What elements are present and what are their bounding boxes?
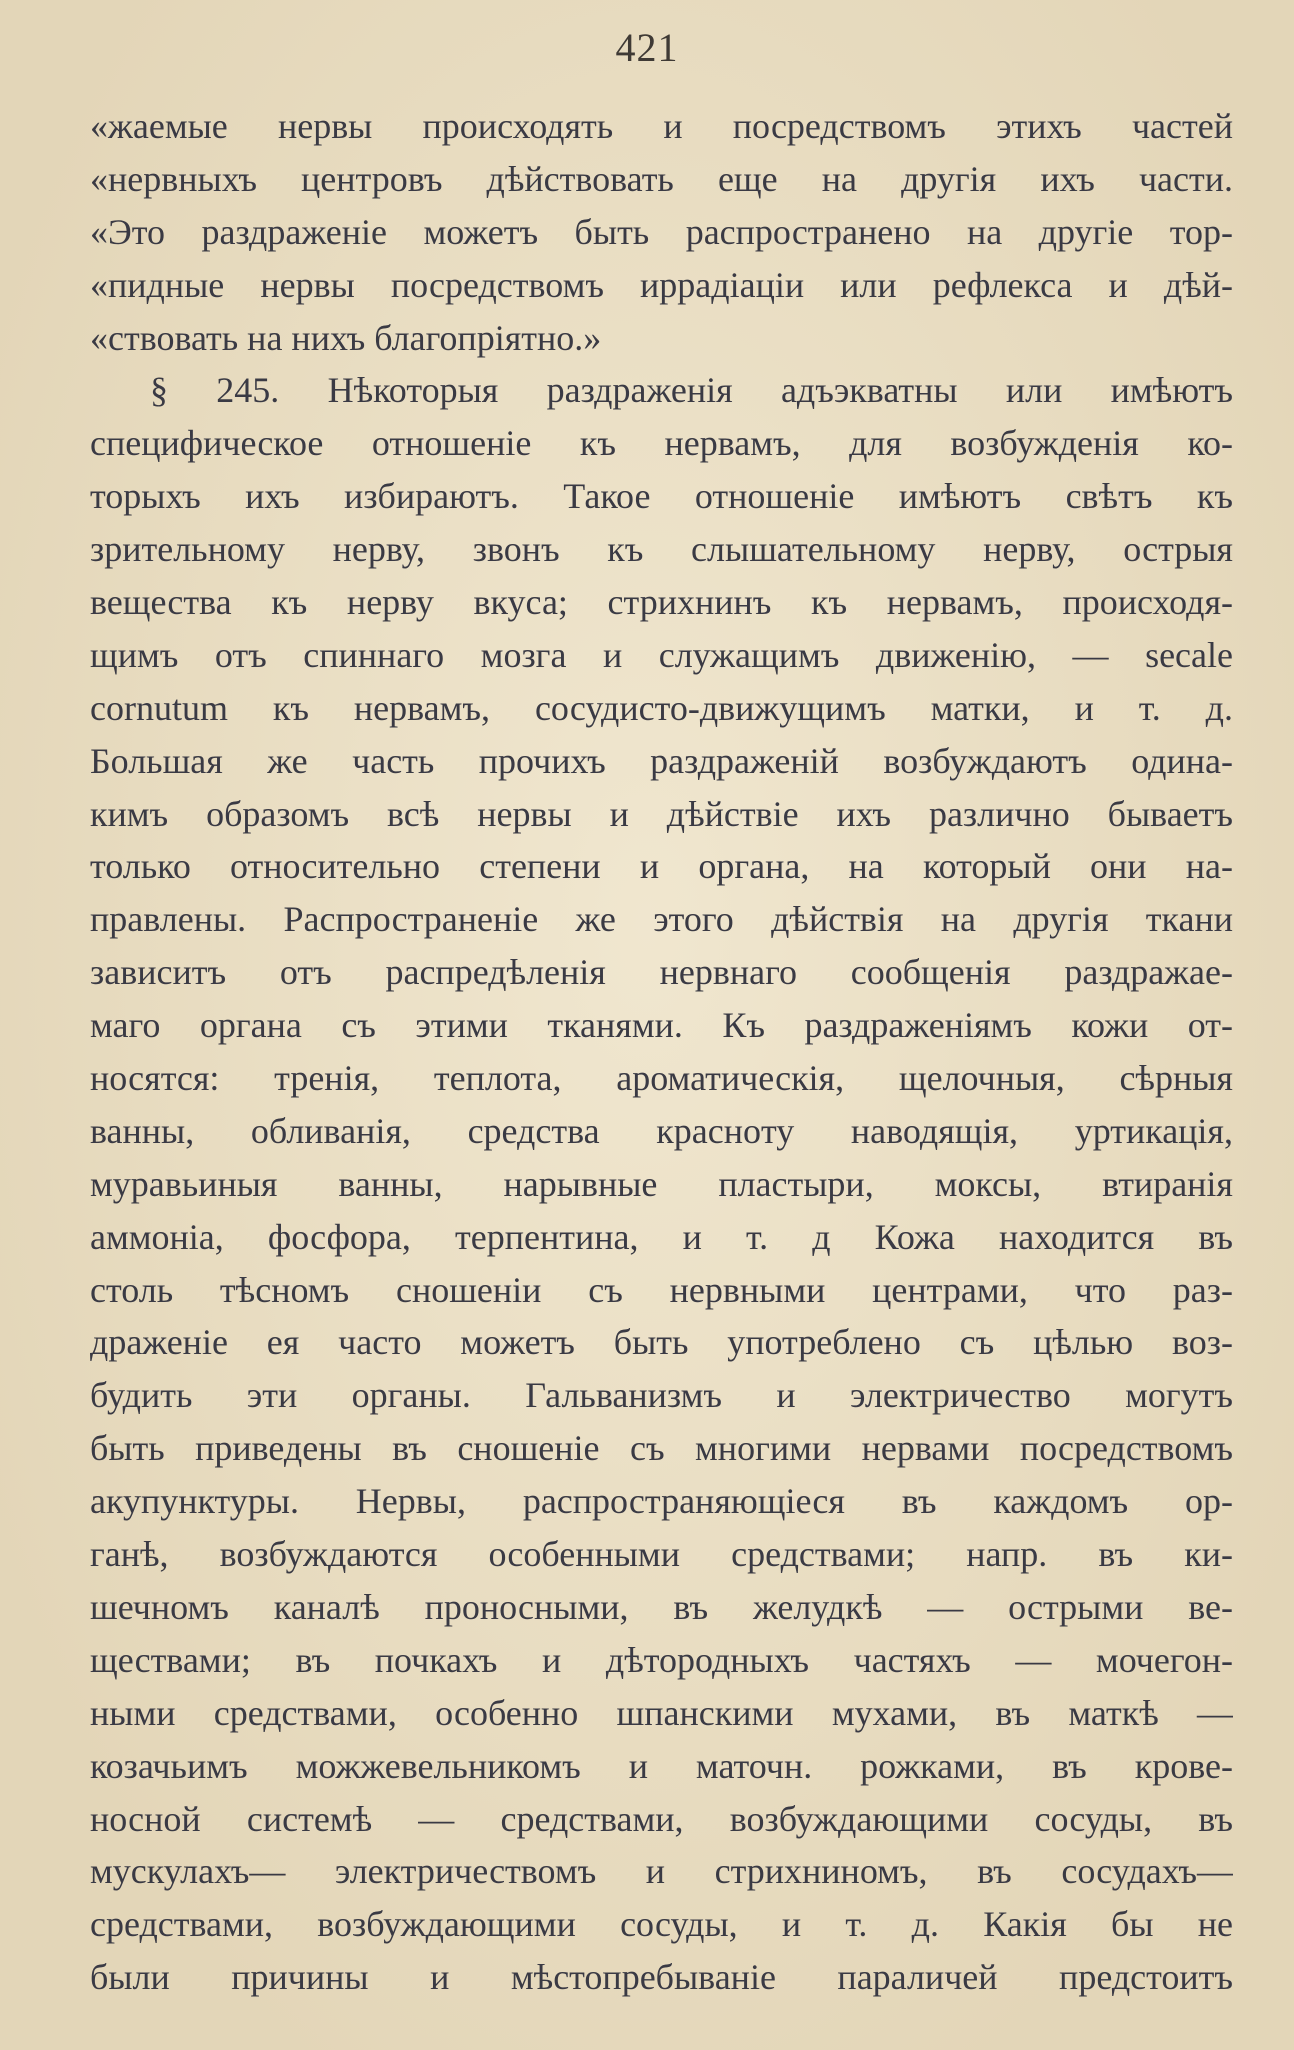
text-line: драженіе ея часто можетъ быть употреблено съ цѣлью воз- [90,1322,1233,1363]
text-line: вещества къ нерву вкуса; стрихнинъ къ нервамъ, происходя- [90,582,1233,623]
text-line: аммоніа, фосфора, терпентина, и т. д Кожа находится въ [90,1216,1233,1257]
text-line: «пидные нервы посредствомъ иррадіаціи или рефлекса и дѣй- [90,264,1233,305]
text-line: «нервныхъ центровъ дѣйствовать еще на другія ихъ части. [90,158,1233,199]
text-line: акупунктуры. Нервы, распространяющіеся въ каждомъ ор- [90,1481,1233,1522]
text-line: «Это раздраженіе можетъ быть распространено на другіе тор- [90,211,1233,252]
text-line: столь тѣсномъ сношеніи съ нервными центрами, что раз- [90,1269,1233,1310]
text-line: щимъ отъ спиннаго мозга и служащимъ движенію, — secale [90,634,1233,675]
text-line: только относительно степени и органа, на который они на- [90,846,1233,887]
text-line: специфическое отношеніе къ нервамъ, для возбужденія ко- [90,423,1233,464]
text-line: ганѣ, возбуждаются особенными средствами; напр. въ ки- [90,1534,1233,1575]
text-line: зрительному нерву, звонъ къ слышательному нерву, острыя [90,529,1233,570]
text-line: торыхъ ихъ избираютъ. Такое отношеніе имѣютъ свѣтъ къ [90,476,1233,517]
text-line: Большая же часть прочихъ раздраженій возбуждаютъ одина- [90,740,1233,781]
text-line: козачьимъ можжевельникомъ и маточн. рожками, въ крове- [90,1745,1233,1786]
text-line: мускулахъ— электричествомъ и стрихниномъ, въ сосудахъ— [90,1851,1233,1892]
text-line: носной системѣ — средствами, возбуждающими сосуды, въ [90,1798,1233,1839]
text-line: носятся: тренія, теплота, ароматическія, щелочныя, сѣрныя [90,1058,1233,1099]
text-line: были причины и мѣстопребываніе параличей предстоитъ [90,1957,1233,1998]
text-line: правлены. Распространеніе же этого дѣйствія на другія ткани [90,899,1233,940]
text-line: cornutum къ нервамъ, сосудисто-движущимъ матки, и т. д. [90,687,1233,728]
text-line: шечномъ каналѣ проносными, въ желудкѣ — острыми ве- [90,1586,1233,1627]
text-line: «жаемые нервы происходять и посредствомъ этихъ частей [90,106,1233,146]
text-block [90,100,1233,2004]
text-line: быть приведены въ сношеніе съ многими нервами посредствомъ [90,1428,1233,1469]
text-line: муравьиныя ванны, нарывные пластыри, моксы, втиранія [90,1163,1233,1204]
text-line: ными средствами, особенно шпанскими мухами, въ маткѣ — [90,1692,1233,1733]
text-line: средствами, возбуждающими сосуды, и т. д. Какія бы не [90,1904,1233,1945]
text-line: ванны, обливанія, средства краснoту наводящія, уртикація, [90,1110,1233,1151]
text-line: маго органа съ этими тканями. Къ раздраженіямъ кожи от- [90,1005,1233,1046]
text-line: будить эти органы. Гальванизмъ и электричество могутъ [90,1375,1233,1416]
text-line: кимъ образомъ всѣ нервы и дѣйствіе ихъ различно бываетъ [90,793,1233,834]
text-line: ществами; въ почкахъ и дѣтородныхъ частяхъ — мочегон- [90,1639,1233,1680]
text-line: зависитъ отъ распредѣленія нервнаго сообщенія раздражае- [90,952,1233,993]
page-number: 421 [615,25,679,70]
section-heading-line: § 245. Нѣкоторыя раздраженія адъэкватны или имѣютъ [150,370,1233,411]
text-line: «ствовать на нихъ благопріятно.» [90,317,602,358]
